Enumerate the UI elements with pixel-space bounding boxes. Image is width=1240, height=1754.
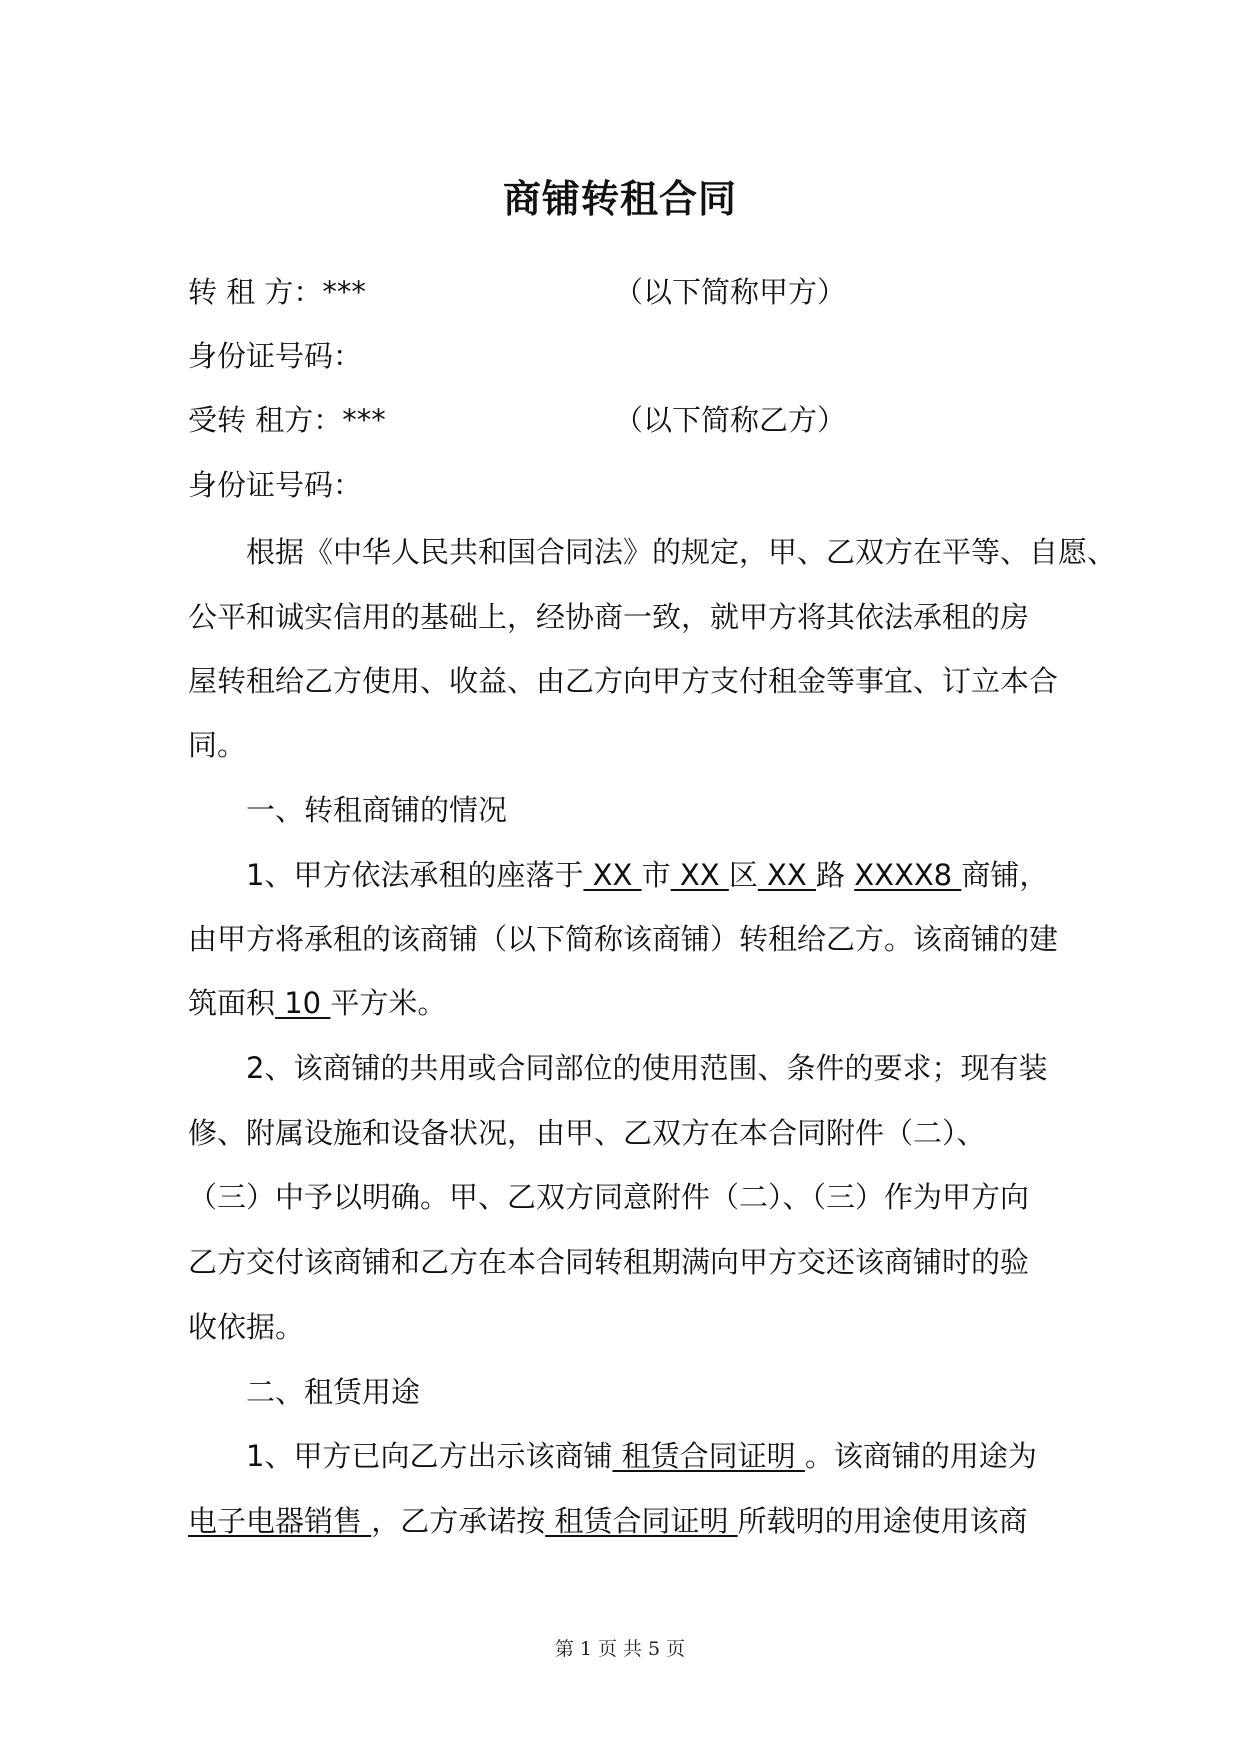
clause-2-1-line-2 [188,1501,1028,1541]
district-suffix: 区 [728,858,758,892]
page-footer: 第 1 页 共 5 页 [554,1638,686,1660]
intro-line-4: 同。 [188,728,247,762]
district-field: XX [670,858,729,892]
lease-proof-field-2: 租赁合同证明 [545,1504,738,1538]
city-suffix: 市 [641,858,671,892]
road-field: XX [757,858,816,892]
lease-proof-field-1: 租赁合同证明 [612,1439,805,1473]
section-2-heading: 二、租赁用途 [246,1375,421,1409]
road-suffix: 路 [816,858,855,892]
id-number-label-b: 身份证号码： [188,468,363,502]
party-b-label: 受转 租方：*** [188,403,386,437]
area-prefix: 筑面积 [188,986,276,1020]
intro-line-1: 根据《中华人民共和国合同法》的规定，甲、乙双方在平等、自愿、 [246,535,1117,569]
clause-2-1-line-2-mid: ，乙方承诺按 [371,1504,546,1538]
clause-1-1-prefix: 1、甲方依法承租的座落于 [246,858,584,892]
clause-1-2-line-3: （三）中予以明确。甲、乙双方同意附件（二）、（三）作为甲方向 [188,1180,1030,1214]
party-a-note: （以下简称甲方） [614,275,847,309]
clause-2-1-line-1 [246,1436,1037,1476]
shop-number-field: XXXX8 [854,858,962,892]
clause-2-1-mid: 。该商铺的用途为 [804,1439,1037,1473]
shop-suffix: 商铺， [961,858,1049,892]
intro-line-2: 公平和诚实信用的基础上，经协商一致，就甲方将其依法承租的房 [188,600,1030,634]
area-field: 10 [275,986,331,1020]
clause-2-1-prefix: 1、甲方已向乙方出示该商铺 [246,1439,613,1473]
party-a-label: 转 租 方：*** [188,275,366,309]
clause-1-2-line-4: 乙方交付该商铺和乙方在本合同转租期满向甲方交还该商铺时的验 [188,1245,1030,1279]
area-suffix: 平方米。 [330,986,447,1020]
clause-1-2-line-2: 修、附属设施和设备状况，由甲、乙双方在本合同附件（二）、 [188,1116,986,1150]
document-title: 商铺转租合同 [502,176,737,221]
clause-1-2-line-5: 收依据。 [188,1310,305,1344]
clause-1-1-line-3 [188,983,446,1023]
clause-1-1-line-2: 由甲方将承租的该商铺（以下简称该商铺）转租给乙方。该商铺的建 [188,922,1059,956]
clause-1-1-line-1 [246,855,1048,895]
usage-field: 电子电器销售 [188,1504,372,1538]
intro-line-3: 屋转租给乙方使用、收益、由乙方向甲方支付租金等事宜、订立本合 [188,664,1059,698]
id-number-label-a: 身份证号码： [188,339,363,373]
party-b-note: （以下简称乙方） [614,403,847,437]
clause-2-1-line-2-suffix: 所载明的用途使用该商 [737,1504,1028,1538]
section-1-heading: 一、转租商铺的情况 [246,793,508,827]
clause-1-2-line-1: 2、该商铺的共用或合同部位的使用范围、条件的要求；现有装 [246,1051,1048,1085]
city-field: XX [583,858,642,892]
